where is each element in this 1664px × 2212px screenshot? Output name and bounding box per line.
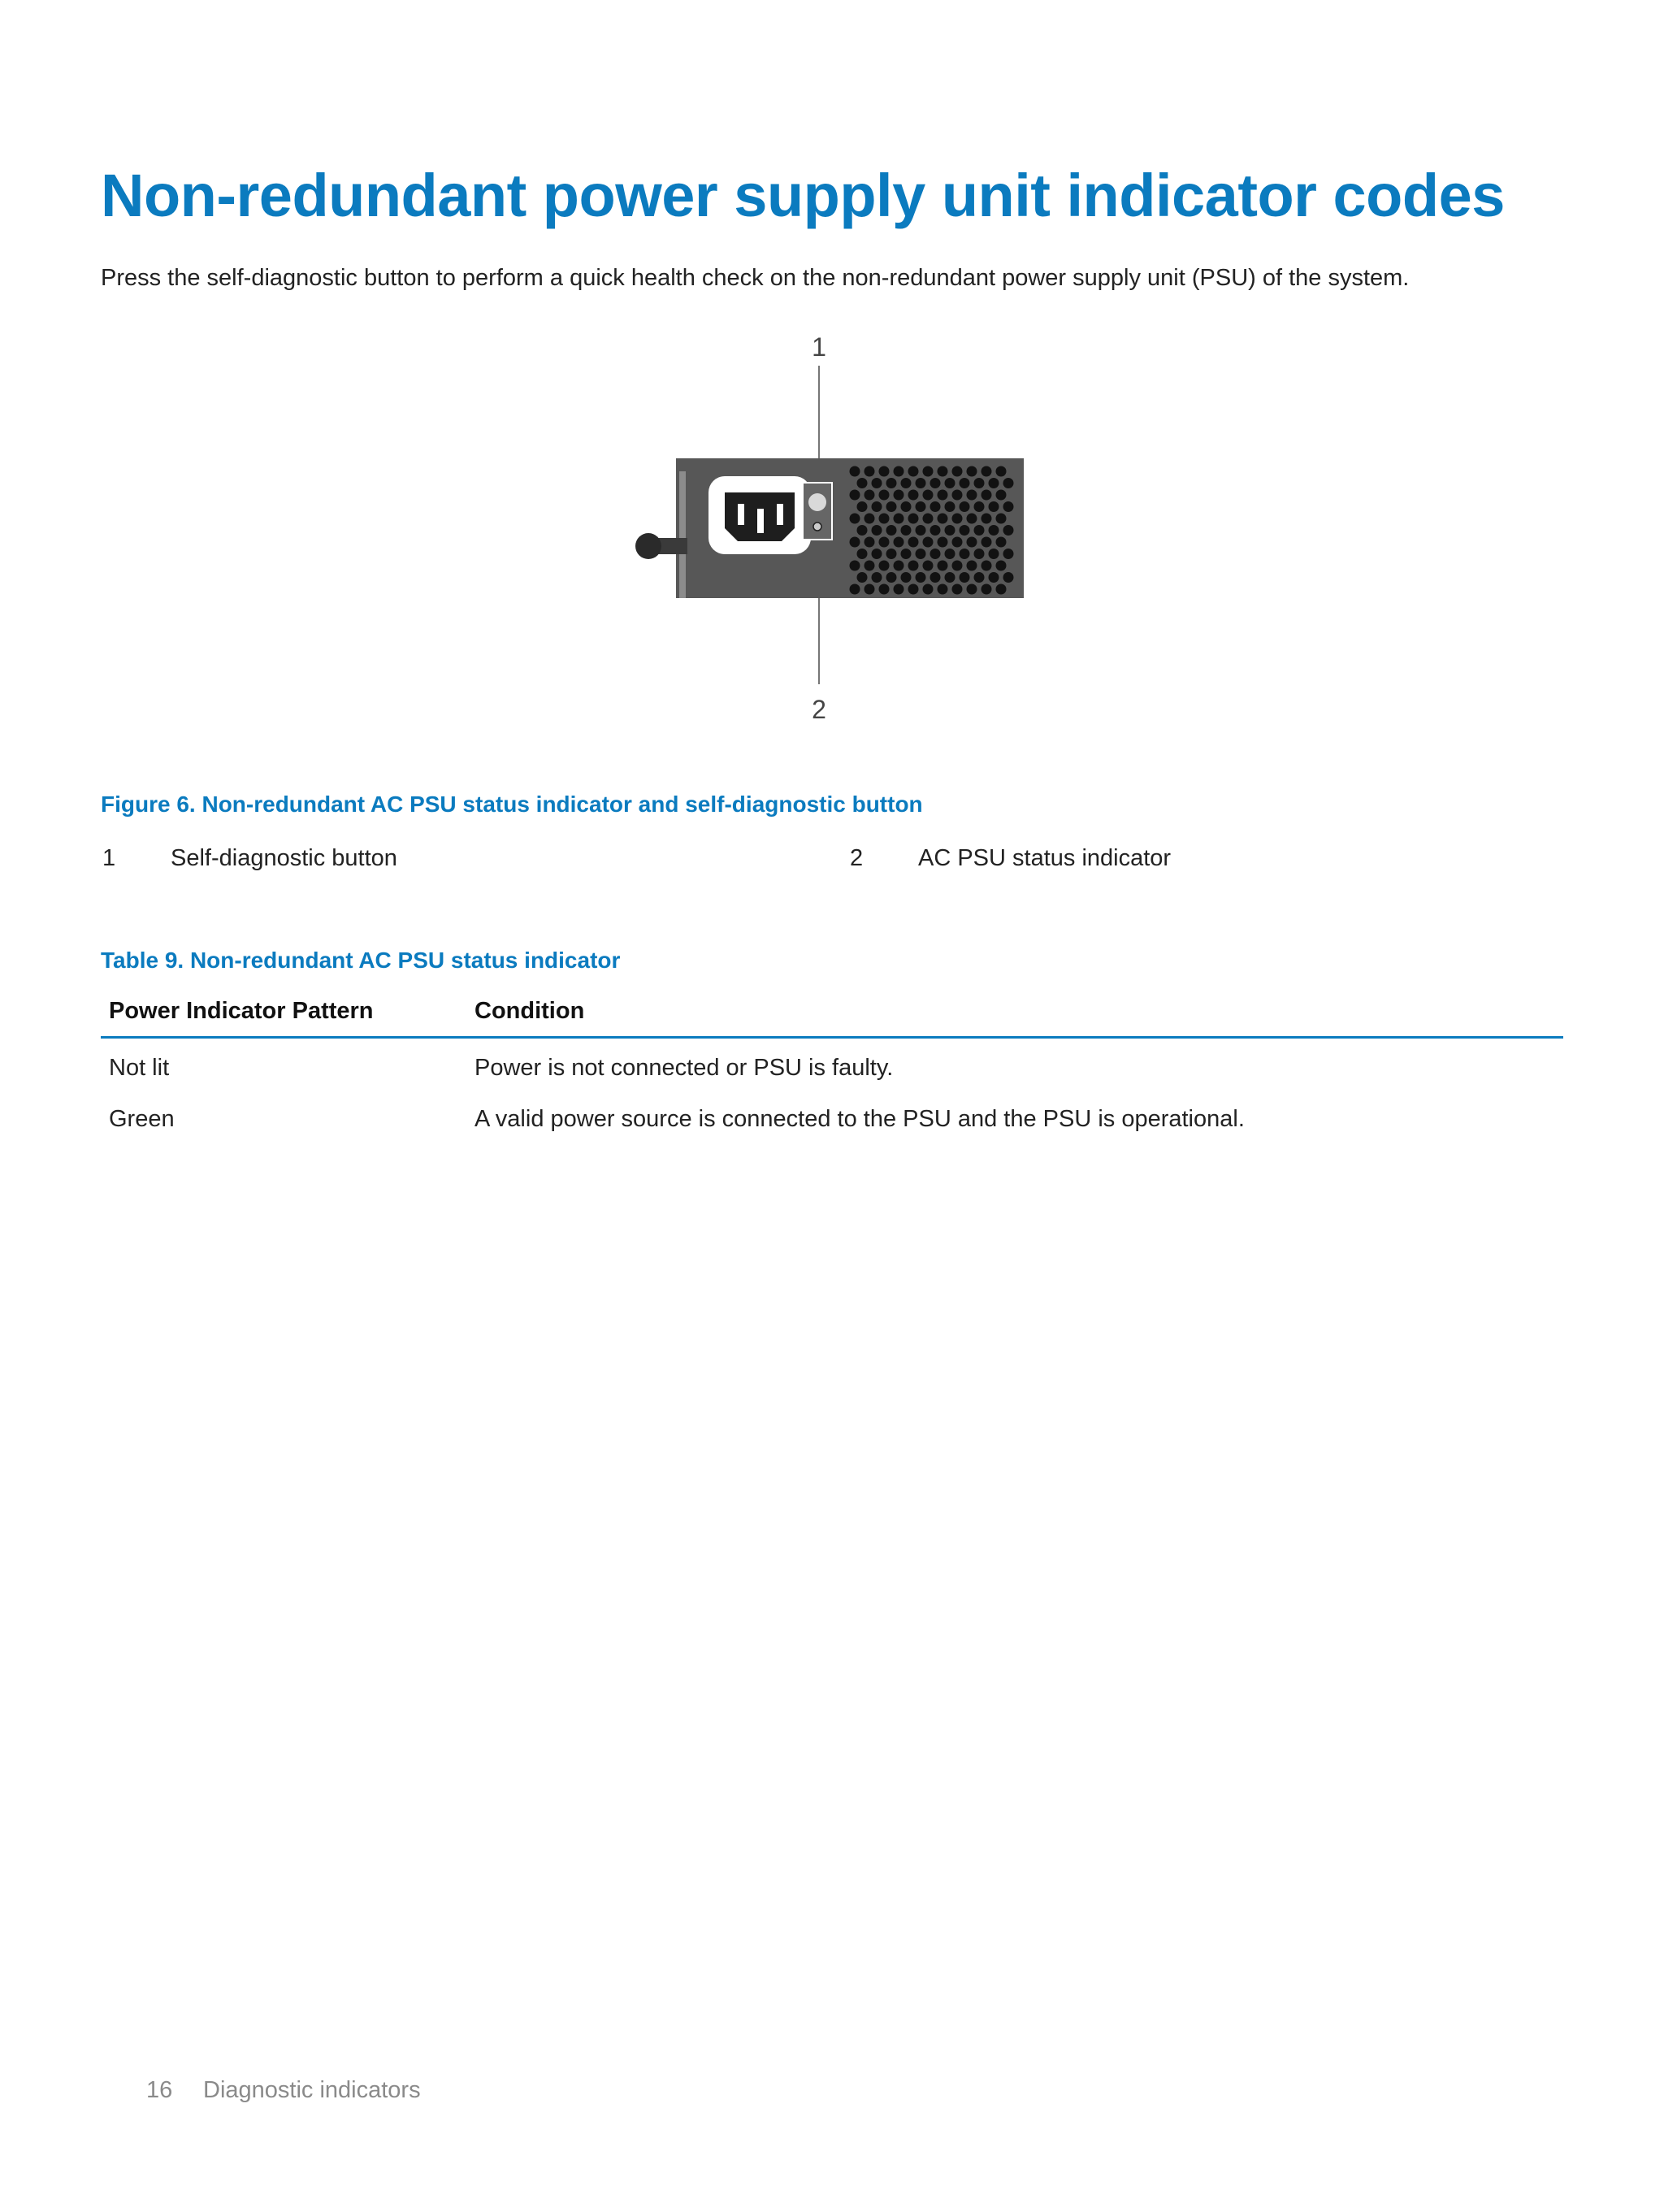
vent-hole: [886, 549, 897, 559]
vent-hole: [908, 561, 919, 571]
vent-hole: [879, 537, 890, 548]
table-row: [101, 1090, 1563, 1141]
vent-hole: [857, 525, 868, 536]
vent-hole: [1003, 478, 1014, 488]
legend-label-2: AC PSU status indicator: [918, 845, 1172, 871]
vent-hole: [967, 537, 977, 548]
vent-hole: [916, 572, 926, 583]
vent-hole: [982, 490, 992, 501]
table-row: [101, 1038, 1563, 1091]
vent-hole: [989, 549, 999, 559]
header-condition: Condition: [466, 993, 1563, 1038]
vent-hole: [930, 572, 941, 583]
figure-legend: [101, 845, 1563, 881]
vent-hole: [923, 514, 934, 524]
vent-hole: [908, 490, 919, 501]
vent-hole: [974, 525, 985, 536]
vent-hole: [967, 584, 977, 595]
vent-hole: [916, 549, 926, 559]
vent-hole: [864, 561, 875, 571]
vent-hole: [996, 561, 1007, 571]
vent-hole: [945, 572, 956, 583]
vent-hole: [945, 501, 956, 512]
vent-hole: [989, 525, 999, 536]
vent-hole: [857, 501, 868, 512]
vent-hole: [879, 490, 890, 501]
vent-hole: [850, 537, 860, 548]
vent-hole: [930, 501, 941, 512]
vent-hole: [916, 478, 926, 488]
vent-hole: [857, 549, 868, 559]
status-table: [101, 993, 1563, 1141]
vent-hole: [960, 478, 970, 488]
vent-hole: [1003, 525, 1014, 536]
vent-hole: [886, 501, 897, 512]
vent-hole: [952, 490, 963, 501]
vent-hole: [996, 514, 1007, 524]
vent-hole: [850, 561, 860, 571]
vent-hole: [960, 549, 970, 559]
vent-hole: [923, 584, 934, 595]
vent-hole: [989, 478, 999, 488]
vent-hole: [864, 537, 875, 548]
vent-hole: [974, 549, 985, 559]
vent-hole: [872, 525, 882, 536]
page-number: 16: [146, 2077, 173, 2103]
vent-hole: [857, 572, 868, 583]
callout-1-label: 1: [812, 332, 826, 362]
vent-hole: [952, 584, 963, 595]
vent-hole: [916, 525, 926, 536]
vent-hole: [850, 584, 860, 595]
self-diagnostic-button[interactable]: [808, 493, 826, 511]
vent-hole: [938, 561, 948, 571]
vent-hole: [850, 466, 860, 477]
vent-hole: [945, 478, 956, 488]
vent-hole: [908, 514, 919, 524]
vent-hole: [864, 490, 875, 501]
vent-hole: [952, 466, 963, 477]
condition-cell: Power is not connected or PSU is faulty.: [474, 1055, 894, 1081]
vent-hole: [996, 537, 1007, 548]
vent-hole: [967, 561, 977, 571]
vent-hole: [974, 478, 985, 488]
vent-hole: [901, 478, 912, 488]
vent-hole: [974, 501, 985, 512]
table-caption: Table 9. Non-redundant AC PSU status indicator: [101, 948, 621, 973]
legend-number-1: 1: [102, 845, 116, 871]
psu-latch-knob: [635, 533, 661, 559]
vent-hole: [901, 501, 912, 512]
vent-hole: [989, 501, 999, 512]
vent-hole: [938, 490, 948, 501]
vent-hole: [989, 572, 999, 583]
vent-hole: [967, 514, 977, 524]
vent-hole: [879, 584, 890, 595]
figure-caption: Figure 6. Non-redundant AC PSU status indicator and self-diagnostic button: [101, 792, 923, 817]
psu-figure: [146, 325, 1479, 731]
vent-hole: [901, 572, 912, 583]
vent-hole: [894, 561, 904, 571]
vent-hole: [864, 584, 875, 595]
vent-hole: [879, 466, 890, 477]
footer-section-title: Diagnostic indicators: [203, 2077, 421, 2103]
vent-hole: [894, 514, 904, 524]
condition-cell: A valid power source is connected to the PSU and the PSU is operational.: [474, 1106, 1245, 1132]
vent-hole: [894, 466, 904, 477]
vent-hole: [864, 466, 875, 477]
vent-hole: [945, 525, 956, 536]
vent-hole: [908, 537, 919, 548]
psu-handle-bar: [679, 471, 686, 598]
vent-hole: [872, 478, 882, 488]
vent-hole: [996, 490, 1007, 501]
vent-hole: [850, 514, 860, 524]
intro-paragraph: Press the self-diagnostic button to perform a quick health check on the non-redundant power supply unit (PSU) of the system.: [101, 265, 1410, 291]
vent-hole: [923, 490, 934, 501]
vent-hole: [872, 549, 882, 559]
vent-hole: [857, 478, 868, 488]
vent-hole: [930, 525, 941, 536]
vent-hole: [886, 478, 897, 488]
vent-hole: [886, 525, 897, 536]
vent-hole: [952, 514, 963, 524]
vent-hole: [974, 572, 985, 583]
vent-hole: [960, 525, 970, 536]
status-indicator-led: [813, 523, 821, 531]
vent-hole: [894, 584, 904, 595]
vent-hole: [916, 501, 926, 512]
vent-hole: [938, 466, 948, 477]
vent-hole: [879, 514, 890, 524]
table-header-row: [101, 993, 1563, 1038]
vent-hole: [938, 584, 948, 595]
vent-hole: [982, 561, 992, 571]
vent-hole: [945, 549, 956, 559]
vent-hole: [908, 466, 919, 477]
vent-hole: [930, 478, 941, 488]
vent-hole: [901, 525, 912, 536]
vent-hole: [1003, 501, 1014, 512]
vent-hole: [967, 490, 977, 501]
vent-hole: [960, 572, 970, 583]
vent-hole: [908, 584, 919, 595]
vent-hole: [1003, 572, 1014, 583]
legend-number-2: 2: [850, 845, 864, 871]
header-power-indicator-pattern: Power Indicator Pattern: [101, 993, 466, 1038]
vent-hole: [1003, 549, 1014, 559]
vent-hole: [923, 561, 934, 571]
vent-hole: [952, 561, 963, 571]
vent-hole: [923, 466, 934, 477]
vent-grid: [850, 466, 1014, 595]
vent-hole: [886, 572, 897, 583]
vent-hole: [901, 549, 912, 559]
vent-hole: [982, 584, 992, 595]
pattern-cell: Not lit: [109, 1055, 170, 1081]
vent-hole: [982, 466, 992, 477]
legend-label-1: Self-diagnostic button: [171, 845, 397, 871]
vent-hole: [872, 501, 882, 512]
vent-hole: [960, 501, 970, 512]
pattern-cell: Green: [109, 1106, 175, 1132]
vent-hole: [982, 537, 992, 548]
vent-hole: [894, 537, 904, 548]
callout-2-label: 2: [812, 695, 826, 724]
psu-illustration: [146, 325, 1479, 731]
vent-hole: [996, 584, 1007, 595]
vent-hole: [923, 537, 934, 548]
vent-hole: [894, 490, 904, 501]
vent-hole: [872, 572, 882, 583]
vent-hole: [930, 549, 941, 559]
vent-hole: [996, 466, 1007, 477]
vent-hole: [850, 490, 860, 501]
vent-hole: [879, 561, 890, 571]
vent-hole: [982, 514, 992, 524]
page-title: Non-redundant power supply unit indicator codes: [101, 162, 1505, 229]
vent-hole: [938, 514, 948, 524]
vent-hole: [967, 466, 977, 477]
vent-hole: [864, 514, 875, 524]
vent-hole: [938, 537, 948, 548]
vent-hole: [952, 537, 963, 548]
